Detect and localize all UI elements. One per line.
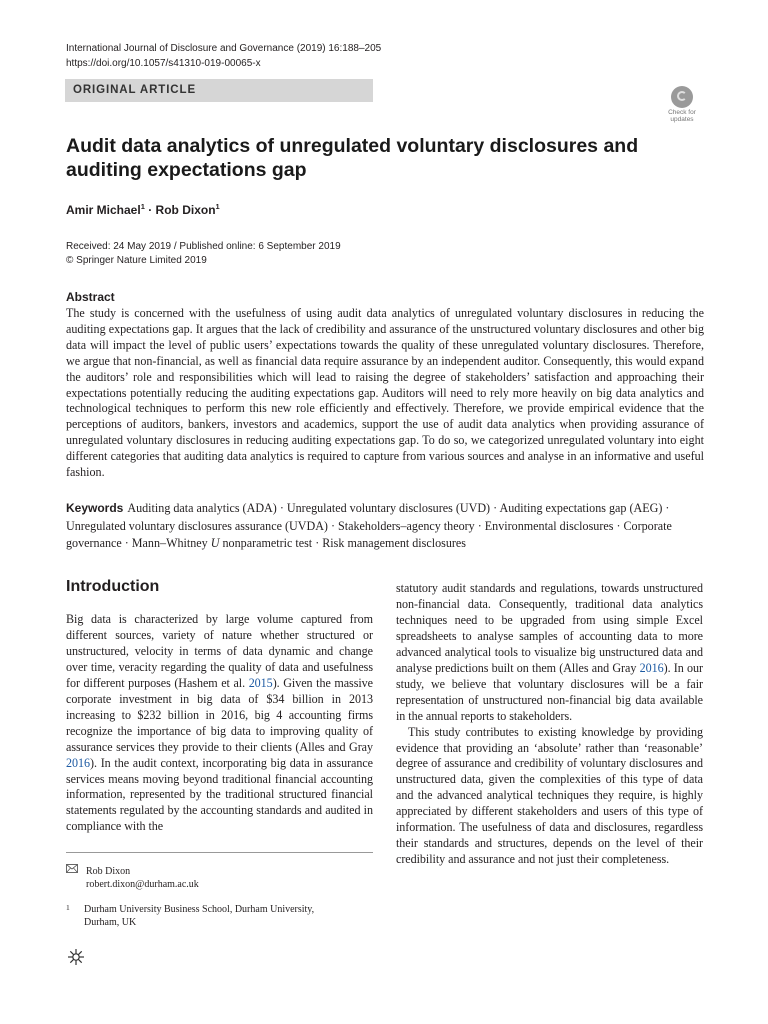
copyright-line: © Springer Nature Limited 2019 [66,255,207,266]
check-updates-icon [671,86,693,108]
affiliation-footnote [66,903,314,929]
author-affiliation-mark: 1 [140,202,145,211]
article-title: Audit data analytics of unregulated voluntary disclosures and auditing expectations gap [66,135,639,181]
citation-link[interactable]: 2015 [248,675,273,690]
check-badge-line2: updates [670,116,694,123]
paragraph-text: ). In our study, we believe that voluntary disclosures will be a fair representation of unstructured non-financial big data available in the annual reports to stakeholders. [396,660,703,723]
publication-dates [66,240,341,268]
check-badge-line1: Check for [668,109,696,116]
paragraph-text: ). In the audit context, incorporating big data in assurance services means moving beyond traditional financial accounting information, represented by the traditional structured financial statements regulated by the accounting standards and audited in compliance with the [66,755,373,834]
check-for-updates-badge[interactable] [662,86,702,124]
keywords-text-tail: nonparametric test · Risk management disclosures [219,536,466,550]
doi-link[interactable]: https://doi.org/10.1057/s41310-019-00065-x [66,58,261,69]
intro-paragraph: This study contributes to existing knowledge by providing evidence that providing an ‘absolute’ rather than ‘reasonable’ degree of assurance and credibility of voluntary disclosures and unstructured data, given the complexities of this type of data and the advanced analytical techniques they require, is highly appreciated by different stakeholders and users of this type of information. The usefulness of data and disclosures, regardless their standards and structures, depends on the level of their credibility and assurance and not just their completeness. [396,724,703,867]
paragraph-text: statutory audit standards and regulations, towards unstructured non-financial data. Consequently, traditional data analytics techniques need to be upgraded from using simple Excel spreadsheets to analyse samples of accounting data to more advanced analytical tools to visualize big unstructured data and analyse predictions built on them (Alles and Gray [396,581,703,675]
affiliation-line: Durham University Business School, Durham University, [84,904,315,915]
affiliation-number: 1 [66,903,70,912]
author-name[interactable]: Amir Michael [66,203,141,217]
author-affiliation-mark: 1 [215,202,220,211]
article-type-banner: ORIGINAL ARTICLE [65,79,373,102]
intro-paragraph [66,612,373,835]
abstract-text: The study is concerned with the usefulness of using audit data analytics of unregulated voluntary disclosures in reducing the auditing expectations gap. It argues that the lack of credibility and assurance of the unstructured voluntary disclosures and other big data will impact the level of public users’ expectations towards the quality of these unregulated voluntary disclosures. Therefore, we argue that non-financial, as well as financial data require assurance by an independent auditor. Consequently, this would expand the auditors’ role and responsibilities which will lead to raising the degree of stakeholders’ satisfaction and approaching their expectations potentially reducing the auditing expectations gap. Auditors will need to rely more heavily on big data analytics and technological techniques to perform this new role efficiently and effectively. Therefore, we provide empirical evidence that the perceptions of auditors, bankers, investors and academics, support the use of audit data analytics when providing assurance of unregulated voluntary disclosures in reducing auditing expectations gap. To do so, we categorized unregulated voluntary into eight different categories that auditing data analytics is required to capture from various sources and analyse in an informative and useful fashion. [66,306,704,480]
intro-paragraph [396,581,703,725]
abstract-heading: Abstract [66,290,115,304]
author-list [66,202,220,218]
journal-header [66,41,381,71]
footnote-divider [66,852,373,853]
envelope-icon [66,864,78,873]
introduction-heading: Introduction [66,578,160,595]
paragraph-text: Big data is characterized by large volume captured from different sources, variety of nature whether structured or unstructured, velocity in terms of data dynamic and change over time, veracity regarding the quality of data and usefulness for different purposes (Hashem et al. [66,612,373,690]
keywords-text: Auditing data analytics (ADA) · Unregulated voluntary disclosures (UVD) · Auditing expectations gap (AEG) · Unregulated voluntary disclosures assurance (UVDA) · Stakeholders–agency theory · Environmental disclosures · Corporate governance · Mann–Whitney [66,501,672,550]
author-name[interactable]: Rob Dixon [155,203,216,217]
keywords-block [66,500,704,553]
springer-horse-logo-icon [66,947,86,967]
journal-citation: International Journal of Disclosure and Governance (2019) 16:188–205 [66,43,382,54]
intro-right-column [396,581,703,868]
contact-email[interactable]: robert.dixon@durham.ac.uk [86,879,199,890]
intro-left-column [66,612,373,835]
received-published-line: Received: 24 May 2019 / Published online: 6 September 2019 [66,241,341,252]
paragraph-text: ). Given the massive corporate investment in big data of $34 billion in 2013 increasing to $232 billion in 2016, big 4 accounting firms recognize the importance of big data to improving quality of assurance services they provide to their clients (Alles and Gray [66,675,373,754]
corresponding-author [66,864,199,891]
contact-name: Rob Dixon [86,866,131,877]
keywords-label: Keywords [66,501,124,515]
citation-link[interactable]: 2016 [639,660,664,675]
keyword-u-italic: U [210,536,220,550]
affiliation-line: Durham, UK [84,917,137,928]
citation-link[interactable]: 2016 [66,755,90,770]
author-separator: · [144,203,156,217]
